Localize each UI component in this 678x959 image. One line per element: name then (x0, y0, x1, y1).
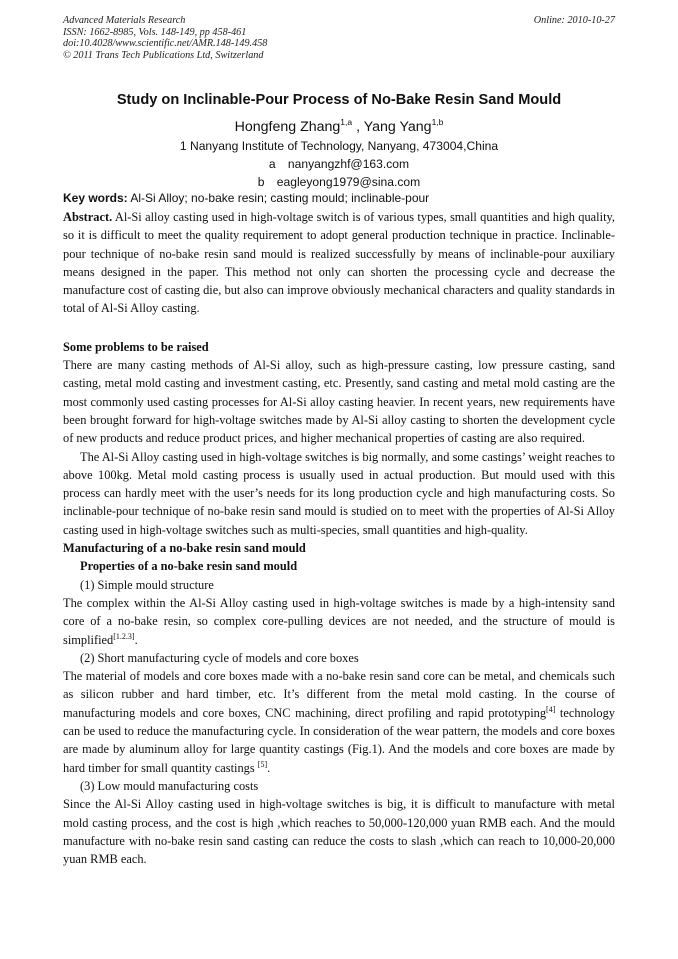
paragraph (63, 667, 615, 777)
item-title-3: (3) Low mould manufacturing costs (80, 778, 259, 793)
item-title-1: (1) Simple mould structure (80, 577, 214, 592)
section-heading-problems: Some problems to be raised (63, 339, 209, 354)
paragraph: Since the Al-Si Alloy casting used in high-voltage switches is big, it is difficult to manufacture with metal mold casting process, and the cost is high ,which reaches to 50,000-120,000 yuan RMB each. And the mould manufacture with no-bake resin sand casting can reduce the costs to slash ,which can reach to 10,000-20,000 yuan RMB each. (63, 797, 615, 867)
email-mark-b: b (257, 175, 265, 189)
doi-line: doi:10.4028/www.scientific.net/AMR.148-149.458 (63, 38, 268, 50)
abstract-label: Abstract. (63, 210, 113, 224)
keywords (63, 191, 623, 205)
paragraph: The Al-Si Alloy casting used in high-voltage switches is big normally, and some castings’ weight reaches to above 100kg. Metal mold casting process is usually used in actual production. But mould used with this process can hardly meet with the user’s needs for its long production cycle and high manufacturing costs. So inclinable-pour technique of no-bake resin sand mould is studied on to meet with the properties of Al-Si Alloy casting used in high-voltage switches such as multi-species, small quantities and high-quality. (63, 449, 615, 537)
citation-ref: [5] (257, 759, 268, 769)
email-b[interactable]: eagleyong1979@sina.com (276, 175, 421, 189)
citation-ref: [1.2.3] (113, 631, 135, 641)
item-text-1: The complex within the Al-Si Alloy casting used in high-voltage switches is made by a high-intensity sand core of a no-bake resin, so complex core-pulling devices are not needed, and the structure of mould is simplified (63, 595, 615, 647)
item-text-2b: technology can be used to reduce the manufacturing cycle. In consideration of the wear pattern, the models and core boxes are made by aluminum alloy for large quantity castings (Fig.1). And the models and core boxes are made by hard timber for small quantity castings (63, 705, 615, 775)
email-line-b (0, 175, 678, 189)
paper-body (63, 208, 615, 868)
keywords-label: Key words: (63, 191, 128, 205)
item-text-2a: The material of models and core boxes made with a no-bake resin sand core can be metal, and chemicals such as silicon rubber and hard timber, etc. It’s different from the metal mold casting. In the course of manufacturing models and core boxes, CNC machining, direct profiling and rapid prototyping (63, 669, 615, 720)
email-mark-a: a (268, 157, 276, 171)
journal-name: Advanced Materials Research (63, 15, 186, 26)
section-heading-manufacturing: Manufacturing of a no-bake resin sand mould (63, 541, 306, 556)
subsection-heading-properties: Properties of a no-bake resin sand mould (80, 559, 298, 574)
item-title-2: (2) Short manufacturing cycle of models and core boxes (80, 650, 359, 665)
journal-header (63, 15, 615, 61)
author-2: Yang Yang (363, 119, 432, 135)
copyright-line: © 2011 Trans Tech Publications Ltd, Switzerland (63, 49, 264, 61)
author-separator: , (352, 119, 364, 135)
author-1: Hongfeng Zhang (234, 119, 341, 135)
email-a[interactable]: nanyangzhf@163.com (287, 157, 410, 171)
paragraph: There are many casting methods of Al-Si alloy, such as high-pressure casting, low pressure casting, sand casting, metal mold casting and investment casting, etc. Presently, sand casting and metal mold casting are the most commonly used casting processes for Al-Si alloy casting heavier. In recent years, new requirements have been brought forward for high-voltage switches made by Al-Si alloy casting to shorten the development cycle of new products and reduce product prices, and higher mechanical properties of casting are also required. (63, 358, 615, 446)
abstract-paragraph (63, 208, 615, 318)
paragraph (63, 594, 615, 649)
author-2-affiliation-mark: 1,b (431, 117, 444, 127)
email-line-a (0, 157, 678, 171)
issn-line: ISSN: 1662-8985, Vols. 148-149, pp 458-461 (63, 26, 247, 38)
author-line (0, 117, 678, 135)
citation-ref: [4] (546, 704, 556, 714)
item-end-1: . (134, 632, 138, 647)
author-1-affiliation-mark: 1,a (340, 117, 353, 127)
online-date: Online: 2010-10-27 (533, 15, 615, 26)
affiliation: 1 Nanyang Institute of Technology, Nanyang, 473004,China (179, 139, 499, 153)
item-end-2: . (267, 760, 271, 775)
abstract-text: Al-Si alloy casting used in high-voltage switch is of various types, small quantities and high quality, so it is difficult to meet the quality requirement to adopt general production technique in practice. Inclinable-pour technique of no-bake resin sand mould is realized successfully by means of inclinable-pour auxiliary means designed in the paper. This method not only can shorten the processing cycle and decrease the manufacture cost of casting die, but also can improve obviously mechanical characters and quality standards in total of Al-Si Alloy casting. (63, 210, 615, 316)
keywords-text: Al-Si Alloy; no-bake resin; casting mould; inclinable-pour (127, 191, 430, 205)
paper-title: Study on Inclinable-Pour Process of No-Bake Resin Sand Mould (116, 92, 562, 108)
